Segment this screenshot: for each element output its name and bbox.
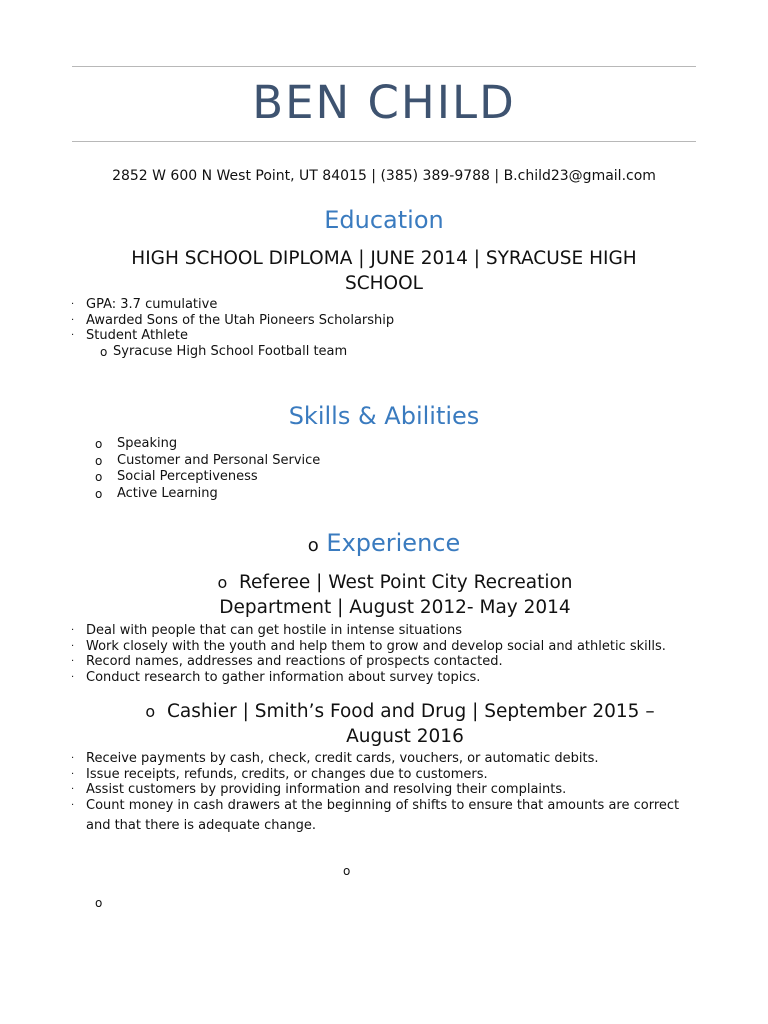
job-title-line-1: o Referee | West Point City Recreation (217, 572, 573, 593)
list-item: o Social Perceptiveness (95, 469, 258, 485)
bullet-symbol: · (71, 640, 75, 652)
empty-circle-bullet-icon: o (95, 896, 103, 910)
degree-line-2: SCHOOL (344, 273, 423, 294)
list-item: · Issue receipts, refunds, credits, or changes due to customers. (71, 766, 488, 782)
list-item: · Assist customers by providing information and resolving their complaints. (71, 782, 567, 798)
circle-bullet-icon: o (145, 702, 156, 721)
list-item: o Active Learning (95, 485, 218, 501)
list-item: · Receive payments by cash, check, credit cards, vouchers, or automatic debits. (71, 751, 599, 766)
resume-name: BEN CHILD (252, 76, 516, 129)
circle-bullet-icon: o (95, 470, 103, 485)
bullet-symbol: · (71, 784, 75, 796)
bullet-symbol: · (71, 753, 75, 764)
list-item: · Awarded Sons of the Utah Pioneers Scholarship (71, 312, 395, 328)
degree-line-1: HIGH SCHOOL DIPLOMA | JUNE 2014 | SYRACUSE HIGH (131, 248, 637, 269)
bullet-symbol: · (71, 800, 75, 812)
top-rule (72, 66, 696, 67)
job-title-line-1: o Cashier | Smith’s Food and Drug | September 2015 – (145, 701, 655, 722)
name-rule (72, 141, 696, 142)
job-title-line-2: Department | August 2012- May 2014 (219, 597, 571, 618)
bullet-symbol: · (71, 330, 75, 342)
job-title-referee (195, 570, 595, 620)
referee-bullets (71, 623, 666, 686)
skills-heading: Skills & Abilities (288, 402, 480, 430)
education-heading: Education (324, 206, 444, 234)
experience-heading-row (0, 528, 768, 561)
circle-bullet-icon: o (95, 437, 103, 451)
contact-line: 2852 W 600 N West Point, UT 84015 | (385) 389-9788 | B.child23@gmail.com (112, 168, 656, 184)
list-item: o Speaking (95, 436, 178, 451)
bullet-symbol: · (71, 625, 75, 636)
circle-bullet-icon: o (217, 573, 228, 592)
degree-title (0, 246, 768, 296)
list-item: · GPA: 3.7 cumulative (71, 297, 218, 312)
bullet-symbol: · (71, 656, 75, 668)
circle-bullet-icon: o (95, 486, 103, 501)
skills-list (95, 436, 320, 502)
education-bullets (71, 297, 394, 344)
list-item: · Record names, addresses and reactions of prospects contacted. (71, 654, 503, 670)
bullet-symbol: · (71, 672, 75, 684)
list-item: · Count money in cash drawers at the beginning of shifts to ensure that amounts are correct (71, 798, 680, 814)
job-title-line-2: August 2016 (346, 726, 464, 747)
cashier-bullets (71, 751, 679, 814)
list-item: · Work closely with the youth and help them to grow and develop social and athletic skills. (71, 638, 666, 654)
list-item: o Customer and Personal Service (95, 452, 321, 468)
list-item: · Student Athlete (71, 328, 189, 344)
list-item: · Deal with people that can get hostile in intense situations (71, 623, 462, 638)
empty-circle-bullet-icon: o (343, 864, 351, 878)
job-title-cashier (110, 699, 690, 749)
experience-heading: Experience (326, 529, 461, 557)
education-sub-bullets (100, 344, 347, 360)
circle-bullet-icon: o (307, 535, 319, 556)
circle-bullet-icon: o (95, 453, 103, 468)
bullet-symbol: · (71, 314, 75, 326)
list-item: o Syracuse High School Football team (100, 344, 348, 359)
bullet-symbol: · (71, 299, 75, 310)
list-item: · Conduct research to gather information about survey topics. (71, 670, 481, 686)
cashier-bullet-continuation: and that there is adequate change. (86, 818, 317, 833)
circle-bullet-icon: o (100, 345, 108, 359)
bullet-symbol: · (71, 768, 75, 780)
